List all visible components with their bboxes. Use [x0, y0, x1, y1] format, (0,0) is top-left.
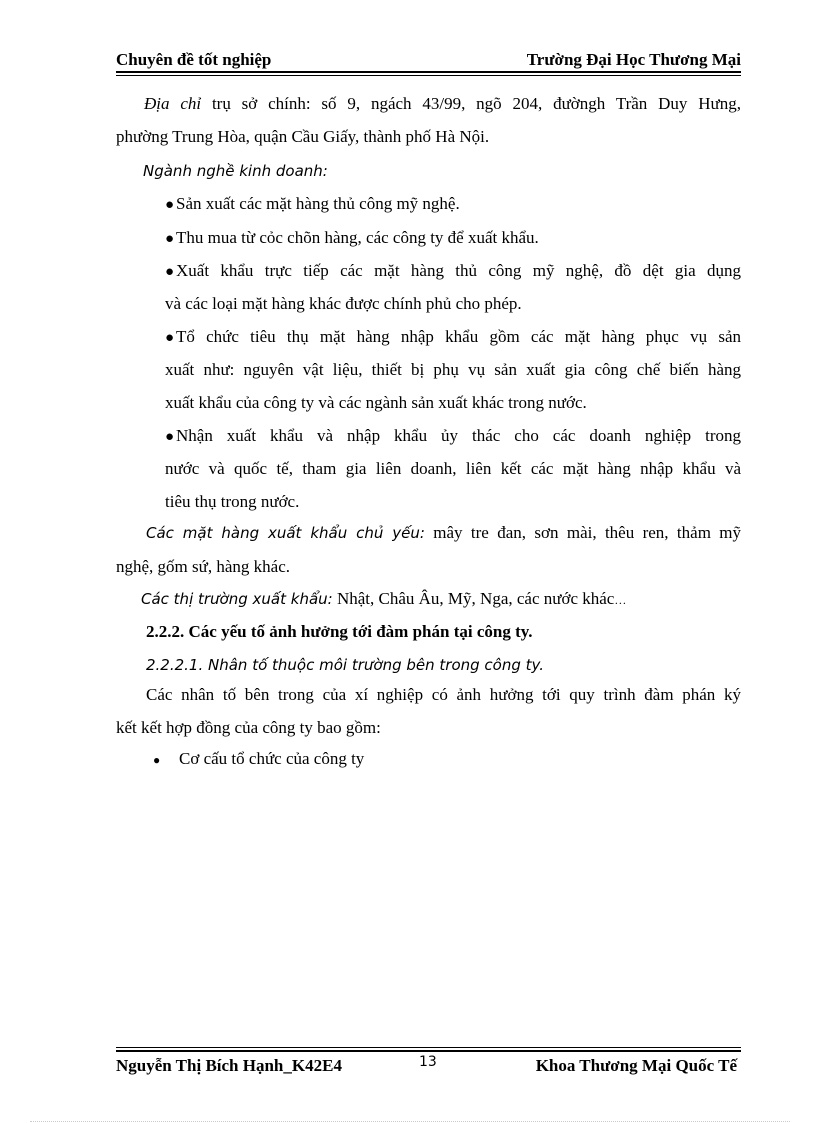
bullet-item	[153, 748, 364, 771]
header-school: Trường Đại Học Thương Mại	[526, 50, 741, 69]
bullet-dot-icon: ●	[153, 753, 161, 767]
bullet-text: Tổ chức tiêu thụ mặt hàng nhập khẩu gồm các mặt hàng phục vụ sản	[176, 327, 741, 346]
page-bottom-divider	[30, 1121, 790, 1122]
bullet-text: Thu mua từ cỏc chõn hàng, các công ty để xuất khẩu.	[176, 228, 539, 247]
bullet-dot-icon: ●	[165, 330, 175, 346]
paragraph-line-2: kết kết hợp đồng của công ty bao gồm:	[116, 718, 381, 737]
subsection-heading: 2.2.2.1. Nhân tố thuộc môi trường bên trong công ty.	[146, 656, 545, 674]
footer-rule-thin	[116, 1047, 741, 1048]
bullet-text: Cơ cấu tổ chức của công ty	[179, 749, 365, 768]
bullet-item	[165, 227, 539, 250]
bullet-continuation: tiêu thụ trong nước.	[165, 492, 300, 511]
bullet-dot-icon: ●	[165, 429, 175, 445]
address-label: Địa chỉ	[144, 94, 202, 113]
header-rule-thin	[116, 75, 741, 76]
bullet-continuation: nước và quốc tế, tham gia liên doanh, liên kết các mặt hàng nhập khẩu và	[165, 459, 741, 478]
bullet-dot-icon: ●	[165, 264, 175, 280]
bullet-continuation: xuất khẩu của công ty và các ngành sản xuất khác trong nước.	[165, 393, 587, 412]
address-line-2: phường Trung Hòa, quận Cầu Giấy, thành phố Hà Nội.	[116, 127, 490, 146]
footer-rule	[116, 1050, 741, 1052]
markets-label: Các thị trường xuất khẩu:	[141, 590, 333, 608]
markets-text: Nhật, Châu Âu, Mỹ, Nga, các nước khác	[332, 589, 615, 608]
bullet-text: Sản xuất các mặt hàng thủ công mỹ nghệ.	[176, 194, 460, 213]
bullet-item	[165, 193, 460, 216]
bullet-item	[165, 326, 741, 349]
bullet-dot-icon: ●	[165, 197, 175, 213]
bullet-text: Xuất khẩu trực tiếp các mặt hàng thủ công mỹ nghệ, đồ dệt gia dụng	[176, 261, 741, 280]
bullet-dot-icon: ●	[165, 231, 175, 247]
bullet-item	[165, 260, 741, 283]
export-products-label: Các mặt hàng xuất khẩu chủ yếu:	[146, 524, 425, 542]
export-products-text: mây tre đan, sơn mài, thêu ren, thảm mỹ	[424, 523, 742, 542]
markets-line	[141, 588, 626, 611]
markets-ellipsis: …	[614, 593, 627, 607]
header-rule	[116, 71, 741, 73]
footer-faculty: Khoa Thương Mại Quốc Tế	[535, 1056, 737, 1075]
export-products-line-1	[146, 522, 741, 544]
bullet-continuation: và các loại mặt hàng khác được chính phủ cho phép.	[165, 294, 522, 313]
business-label: Ngành nghề kinh doanh:	[143, 162, 328, 180]
bullet-continuation: xuất như: nguyên vật liệu, thiết bị phụ vụ sản xuất gia công chế biến hàng	[165, 360, 741, 379]
footer-author: Nguyễn Thị Bích Hạnh_K42E4	[116, 1056, 342, 1075]
export-products-line-2: nghệ, gốm sứ, hàng khác.	[116, 557, 290, 576]
page-footer	[116, 1054, 741, 1080]
header-title: Chuyên đề tốt nghiệp	[116, 50, 272, 69]
section-heading: 2.2.2. Các yếu tố ảnh hưởng tới đàm phán tại công ty.	[146, 622, 533, 641]
bullet-item	[165, 425, 741, 448]
address-line-1	[116, 93, 741, 115]
page-number: 13	[419, 1054, 437, 1070]
bullet-text: Nhận xuất khẩu và nhập khẩu ủy thác cho các doanh nghiệp trong	[176, 426, 741, 445]
address-text: trụ sở chính: số 9, ngách 43/99, ngõ 204, đườngh Trần Duy Hưng,	[201, 94, 741, 113]
paragraph-line-1: Các nhân tố bên trong của xí nghiệp có ảnh hưởng tới quy trình đàm phán ký	[146, 685, 741, 704]
